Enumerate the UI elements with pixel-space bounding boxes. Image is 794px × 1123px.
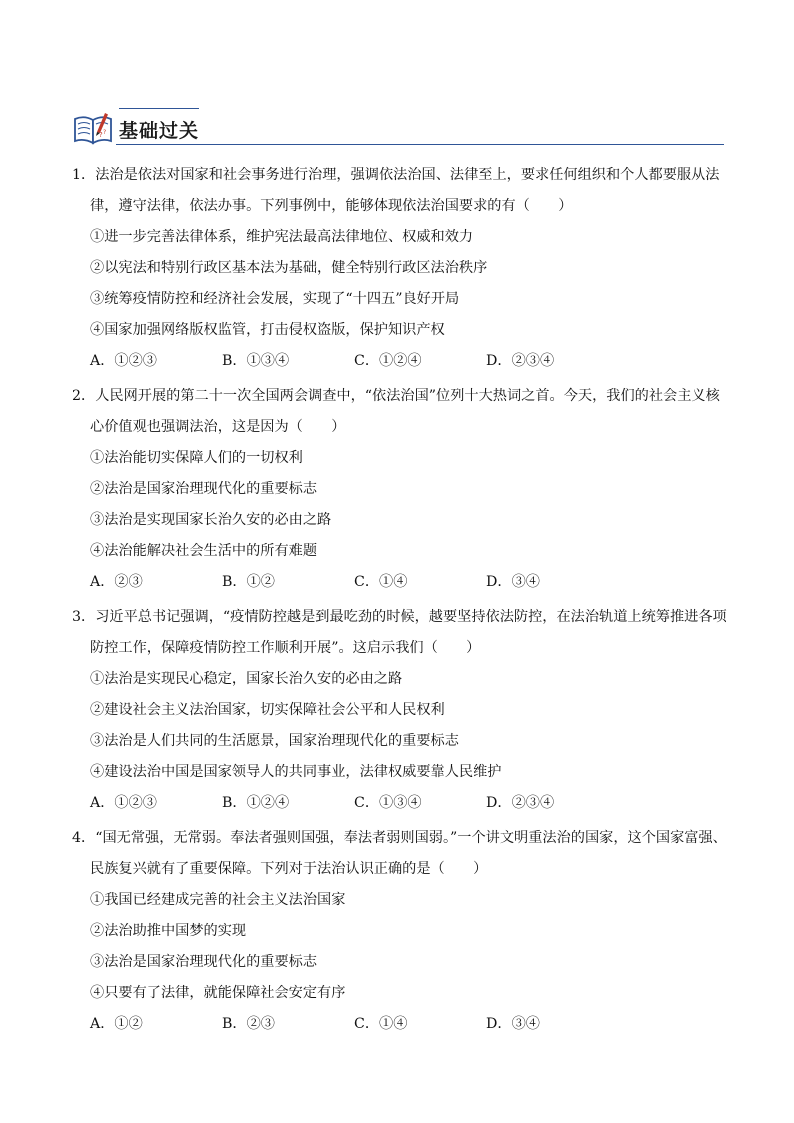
choice-c[interactable]: C．①④ (354, 574, 408, 590)
statement-4: ④建设法治中国是国家领导人的共同事业，法律权威要靠人民维护 (90, 764, 502, 780)
question-stem: 3．习近平总书记强调，“疫情防控越是到最吃劲的时候，越要坚持依法防控，在法治轨道上统筹推进各项防控工作，保障疫情防控工作顺利开展”。这启示我们（ ） (72, 609, 727, 656)
choice-c[interactable]: C．①④ (354, 1016, 408, 1032)
question-3 (72, 602, 732, 819)
question-stem: 2．人民网开展的第二十一次全国两会调查中，“依法治国”位列十大热词之首。今天，我们的社会主义核心价值观也强调法治，这是因为（ ） (72, 388, 720, 435)
statement-3: ③法治是人们共同的生活愿景，国家治理现代化的重要标志 (90, 733, 459, 749)
statement-3: ③法治是国家治理现代化的重要标志 (90, 954, 318, 970)
statement-1: ①法治能切实保障人们的一切权利 (90, 450, 303, 466)
statement-3: ③法治是实现国家长治久安的必由之路 (90, 512, 332, 528)
statement-2: ②以宪法和特别行政区基本法为基础，健全特别行政区法治秩序 (90, 260, 488, 276)
statement-4: ④法治能解决社会生活中的所有难题 (90, 543, 318, 559)
choice-d[interactable]: D．②③④ (486, 795, 555, 811)
choice-c[interactable]: C．①③④ (354, 795, 422, 811)
statement-4: ④国家加强网络版权监管，打击侵权盗版，保护知识产权 (90, 322, 445, 338)
statement-4: ④只要有了法律，就能保障社会安定有序 (90, 985, 346, 1001)
choice-a[interactable]: A．①②③ (90, 353, 157, 369)
question-stem: 1．法治是依法对国家和社会事务进行治理，强调依法治国、法律至上，要求任何组织和个人都要服从法律，遵守法律，依法办事。下列事例中，能够体现依法治国要求的有（ ） (72, 167, 720, 214)
answer-choices (72, 567, 732, 598)
question-4 (72, 823, 732, 1040)
question-1 (72, 160, 732, 377)
statement-3: ③统筹疫情防控和经济社会发展，实现了“十四五”良好开局 (90, 291, 460, 307)
choice-b[interactable]: B．①② (222, 574, 275, 590)
answer-choices (72, 346, 732, 377)
statement-1: ①进一步完善法律体系，维护宪法最高法律地位、权威和效力 (90, 229, 474, 245)
question-list (72, 160, 732, 1044)
choice-b[interactable]: B．②③ (222, 1016, 275, 1032)
choice-d[interactable]: D．③④ (486, 1016, 540, 1032)
choice-d[interactable]: D．③④ (486, 574, 540, 590)
section-title: 基础过关 (119, 120, 200, 142)
choice-a[interactable]: A．①②③ (90, 795, 157, 811)
statement-2: ②建设社会主义法治国家，切实保障社会公平和人民权利 (90, 702, 445, 718)
choice-c[interactable]: C．①②④ (354, 353, 422, 369)
statement-1: ①我国已经建成完善的社会主义法治国家 (90, 892, 346, 908)
book-icon (72, 110, 114, 146)
statement-1: ①法治是实现民心稳定，国家长治久安的必由之路 (90, 671, 403, 687)
choice-b[interactable]: B．①②④ (222, 795, 290, 811)
statement-2: ②法治助推中国梦的实现 (90, 923, 247, 939)
header-top-rule (119, 108, 199, 109)
choice-a[interactable]: A．②③ (90, 574, 143, 590)
statement-2: ②法治是国家治理现代化的重要标志 (90, 481, 318, 497)
choice-b[interactable]: B．①③④ (222, 353, 290, 369)
svg-text:?: ? (99, 131, 103, 139)
answer-choices (72, 1009, 732, 1040)
svg-text:?: ? (103, 129, 107, 136)
answer-choices (72, 788, 732, 819)
question-stem: 4．“国无常强，无常弱。奉法者强则国强，奉法者弱则国弱。”一个讲文明重法治的国家，这个国家富强、民族复兴就有了重要保障。下列对于法治认识正确的是（ ） (72, 830, 727, 877)
question-2 (72, 381, 732, 598)
choice-d[interactable]: D．②③④ (486, 353, 555, 369)
choice-a[interactable]: A．①② (90, 1016, 143, 1032)
section-header (72, 106, 724, 148)
header-underline (116, 144, 724, 145)
